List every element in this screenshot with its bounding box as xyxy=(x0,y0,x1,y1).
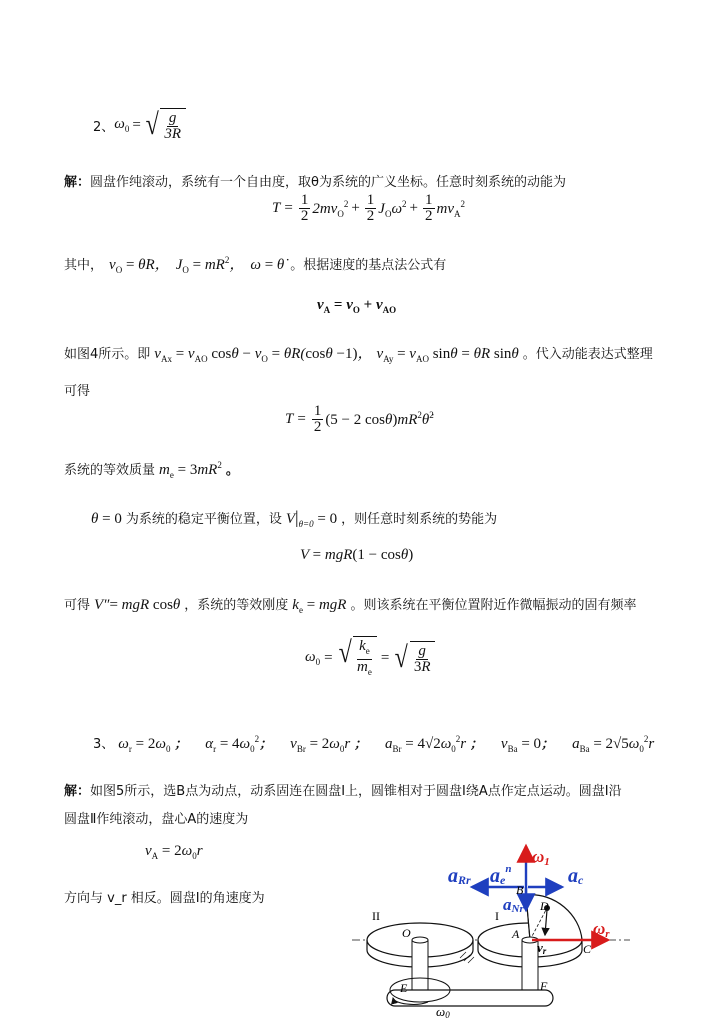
fig-omega-r: ω xyxy=(593,919,606,938)
svg-text:ac: ac xyxy=(568,865,584,887)
stable-line: θ = 0 为系统的稳定平衡位置，设 $V|_{\theta=0} = 0$ ，则任意时刻系统的势能为 xyxy=(91,507,498,529)
svg-text:ω0: ω0 xyxy=(436,1004,450,1020)
solution2-intro: 解：圆盘作纯滚动，系统有一个自由度，取θ为系统的广义坐标。任意时刻系统的动能为 xyxy=(64,175,566,190)
vector-equation: $v_A = v_O + v_{AO}$ xyxy=(317,297,397,315)
svg-text:ωr: ωr xyxy=(593,919,610,940)
item3-answers: 3、 $\omega_r = 2\omega_0$ ； $\alpha_r = 4\omega_0^2$； $v_{Br} = 2\omega_0r$ ； $a_{Br} = 4√2\omega_0^2r$ ； $v_{Ba} = 0$； $a_{Ba} = 2√5\omega_0^2r$ xyxy=(93,734,655,754)
keyi-line: 可得 xyxy=(64,384,91,399)
fig-a-e-n: a xyxy=(490,865,500,887)
fig-label-F: F xyxy=(540,979,548,993)
fig4-line: 如图4所示。即 $v_{Ax} = v_{AO}$ $\cos\theta - v_O$ = θ̇R(cosθ −1)， $v_{Ay} = v_{AO}$ sinθ = θ̇R sinθ 。代入动能表达式整理 xyxy=(64,346,653,364)
V-equation: V = mgR(1 − cosθ) xyxy=(300,547,414,563)
fig-label-C: C xyxy=(583,942,592,956)
solution3-line1: 解：如图5所示，选B点为动点，动系固连在圆盘Ⅰ上，圆锥相对于圆盘Ⅰ绕A点作定点运动。圆盘Ⅰ沿 xyxy=(64,784,622,799)
T-final: T = $\frac{1}{2}$ (5 − 2 $\cos\theta)mR^2\thetȧ^2$ xyxy=(285,403,434,435)
fig-v-r: v xyxy=(537,940,543,955)
solution3-dir: 方向与 v_r 相反。圆盘Ⅰ的角速度为 xyxy=(64,891,265,906)
fig-label-E: E xyxy=(400,981,408,995)
fig-label-D: D xyxy=(540,899,549,913)
fig-a-c: a xyxy=(568,865,578,887)
fig-omega0: ω xyxy=(436,1004,446,1019)
fig-label-A: A xyxy=(512,927,520,941)
T-equation: T = $\frac{1}{2}$ $2mv_O^2$ + $\frac{1}{2}$ $J_O\omega^2$ + $\frac{1}{2}$ $mv_A^2$ xyxy=(272,192,466,224)
svg-text:aRr: aRr xyxy=(448,865,471,887)
svg-text:vr: vr xyxy=(537,940,547,956)
svg-text:ω1: ω1 xyxy=(532,847,550,868)
fig-a-Rr: a xyxy=(448,865,458,887)
fig-a-Nr: a xyxy=(503,895,512,914)
fig-label-I: I xyxy=(495,909,499,923)
item2-sqrt: √ $\frac{g}{3R}$ xyxy=(144,108,186,142)
equiv-mass-line: 系统的等效质量 $m_e = 3mR^2$ 。 xyxy=(64,460,239,480)
item2-header xyxy=(93,108,186,142)
svg-text:aNr: aNr xyxy=(503,895,524,915)
fig-label-O: O xyxy=(402,926,411,940)
figure5-diagram xyxy=(340,840,720,1022)
vA-equation: $v_A = 2\omega_0r$ xyxy=(145,843,203,861)
fig-omega1: ω xyxy=(532,847,545,866)
item2-omega0: $\omega_0$ xyxy=(114,116,130,134)
item2-number: 2、 xyxy=(93,119,115,135)
svg-text:aen: $ae^n$ xyxy=(490,863,512,887)
fig-label-II: II xyxy=(372,909,380,923)
stiffness-line: 可得 V″= mgR cosθ ，系统的等效刚度 $k_e$ = mgR 。则该系统在平衡位置附近作微幅振动的固有频率 xyxy=(64,597,637,615)
where-line: 其中， $v_O$ = θ̇R， $J_O = mR^2$， ω = θ̇ 。根据速度的基点法公式有 xyxy=(64,255,447,275)
solution3-line2: 圆盘Ⅱ作纯滚动，盘心A的速度为 xyxy=(64,812,249,827)
omega0-final: $\omega_0$ = √ $\frac{k_e}{m_e}$ = √ $\frac{g}{3R}$ xyxy=(305,636,435,680)
item2-eq: = xyxy=(132,116,141,133)
fig-label-B: B xyxy=(516,883,524,897)
